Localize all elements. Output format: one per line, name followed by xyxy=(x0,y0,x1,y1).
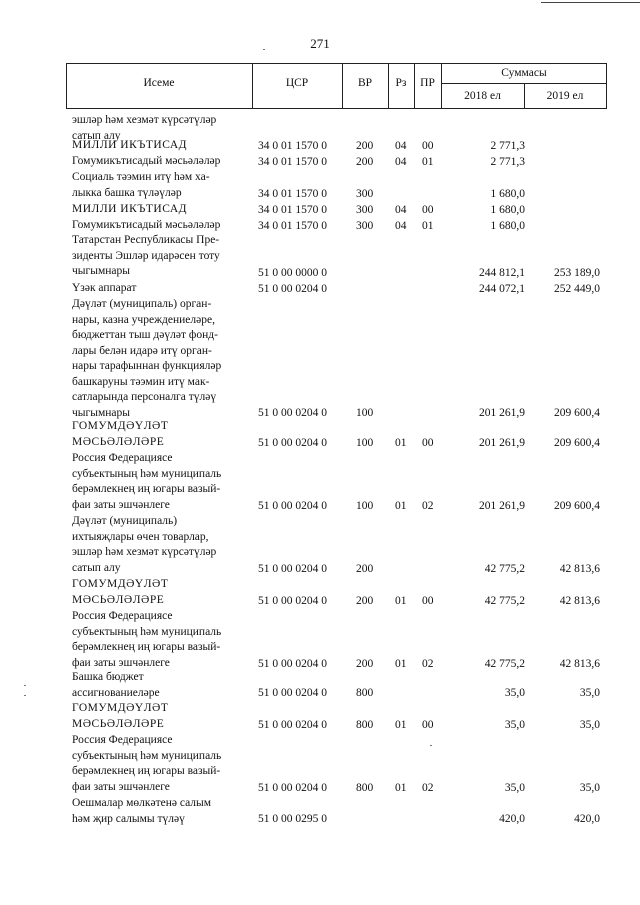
row-rz-code: 01 xyxy=(395,594,407,607)
row-sum-2018: 35,0 xyxy=(504,686,525,699)
row-vr-code: 300 xyxy=(356,219,374,232)
row-name: Үзәк аппарат xyxy=(72,282,137,294)
table-row xyxy=(66,514,607,577)
row-csr-code: 34 0 01 1570 0 xyxy=(258,155,327,168)
row-csr-code: 51 0 00 0204 0 xyxy=(258,406,327,419)
table-row xyxy=(66,170,607,202)
row-sum-2019: 253 189,0 xyxy=(554,266,600,279)
row-name: ГОМУМДӘҮЛӘТ МӘСЬӘЛӘЛӘРЕ xyxy=(72,578,169,606)
row-name: Россия Федерациясе субъектының һәм муниципаль берәмлекнең иң югары вазый- фаи заты эшчәнлеге xyxy=(72,452,222,511)
table-row xyxy=(66,419,607,451)
table-row xyxy=(66,297,607,421)
row-sum-2018: 1 680,0 xyxy=(490,203,525,216)
row-pr-code: 00 xyxy=(422,718,434,731)
row-name: Гомумикътисадый мәсьәләләр xyxy=(72,155,221,167)
row-csr-code: 51 0 00 0204 0 xyxy=(258,594,327,607)
row-vr-code: 200 xyxy=(356,139,374,152)
row-sum-2018: 420,0 xyxy=(499,812,525,825)
row-vr-code: 300 xyxy=(356,187,374,200)
row-pr-code: 00 xyxy=(422,594,434,607)
row-pr-code: 00 xyxy=(422,436,434,449)
row-vr-code: 100 xyxy=(356,499,374,512)
row-pr-code: 01 xyxy=(422,219,434,232)
table-row xyxy=(66,733,607,796)
row-name: Россия Федерациясе субъектының һәм муниципаль берәмлекнең иң югары вазый- фаи заты эшчәнлеге xyxy=(72,734,222,793)
row-sum-2018: 42 775,2 xyxy=(484,657,525,670)
row-csr-code: 51 0 00 0204 0 xyxy=(258,686,327,699)
row-name: МИЛЛИ ИКЪТИСАД xyxy=(72,203,187,215)
row-sum-2018: 35,0 xyxy=(504,781,525,794)
row-pr-code: 02 xyxy=(422,499,434,512)
row-sum-2019: 209 600,4 xyxy=(554,406,600,419)
row-vr-code: 800 xyxy=(356,781,374,794)
row-sum-2019: 42 813,6 xyxy=(559,657,600,670)
row-name: Башка бюджет ассигнованиеләре xyxy=(72,671,160,699)
header-sums: Суммасы xyxy=(501,67,547,79)
row-sum-2018: 42 775,2 xyxy=(484,562,525,575)
row-sum-2019: 42 813,6 xyxy=(559,562,600,575)
row-pr-code: 00 xyxy=(422,139,434,152)
row-rz-code: 01 xyxy=(395,657,407,670)
row-rz-code: 04 xyxy=(395,219,407,232)
row-sum-2019: 35,0 xyxy=(579,781,600,794)
row-name: ГОМУМДӘҮЛӘТ МӘСЬӘЛӘЛӘРЕ xyxy=(72,702,169,730)
row-csr-code: 51 0 00 0204 0 xyxy=(258,282,327,295)
table-row xyxy=(66,609,607,672)
table-row xyxy=(66,670,607,701)
row-csr-code: 51 0 00 0204 0 xyxy=(258,436,327,449)
row-sum-2018: 244 812,1 xyxy=(479,266,525,279)
row-vr-code: 200 xyxy=(356,562,374,575)
header-name: Исеме xyxy=(143,77,175,89)
scan-speck xyxy=(24,695,26,696)
row-sum-2018: 1 680,0 xyxy=(490,219,525,232)
table-row xyxy=(66,154,607,170)
row-sum-2018: 1 680,0 xyxy=(490,187,525,200)
scan-speck xyxy=(24,685,26,686)
row-name: Оешмалар мөлкәтенә салым һәм җир салымы түләү xyxy=(72,797,212,825)
row-name: эшләр һәм хезмәт күрсәтүләр сатып алу xyxy=(72,114,217,142)
row-pr-code: 01 xyxy=(422,155,434,168)
row-rz-code: 04 xyxy=(395,203,407,216)
row-sum-2018: 244 072,1 xyxy=(479,282,525,295)
table-row xyxy=(66,138,607,154)
row-csr-code: 51 0 00 0204 0 xyxy=(258,562,327,575)
header-2018: 2018 ел xyxy=(464,90,501,102)
table-row xyxy=(66,218,607,234)
row-pr-code: 02 xyxy=(422,657,434,670)
row-sum-2018: 201 261,9 xyxy=(479,436,525,449)
row-vr-code: 300 xyxy=(356,203,374,216)
header-pr: ПР xyxy=(420,77,435,89)
row-sum-2019: 42 813,6 xyxy=(559,594,600,607)
row-rz-code: 04 xyxy=(395,155,407,168)
row-sum-2019: 209 600,4 xyxy=(554,499,600,512)
row-csr-code: 51 0 00 0204 0 xyxy=(258,781,327,794)
row-sum-2018: 42 775,2 xyxy=(484,594,525,607)
row-sum-2019: 209 600,4 xyxy=(554,436,600,449)
row-sum-2018: 201 261,9 xyxy=(479,499,525,512)
row-name: Россия Федерациясе субъектының һәм муниципаль берәмлекнең иң югары вазый- фаи заты эшчәнлеге xyxy=(72,610,222,669)
row-sum-2019: 35,0 xyxy=(579,686,600,699)
header-2019: 2019 ел xyxy=(546,90,584,102)
header-rz: Рз xyxy=(395,77,407,89)
table-header xyxy=(66,63,607,109)
row-name: Гомумикътисадый мәсьәләләр xyxy=(72,219,221,231)
row-pr-code: 02 xyxy=(422,781,434,794)
row-sum-2018: 2 771,3 xyxy=(490,139,525,152)
row-name: ГОМУМДӘҮЛӘТ МӘСЬӘЛӘЛӘРЕ xyxy=(72,420,169,448)
row-rz-code: 04 xyxy=(395,139,407,152)
header-vr: ВР xyxy=(357,77,373,89)
row-csr-code: 51 0 00 0295 0 xyxy=(258,812,327,825)
row-name: Социаль тәэмин итү һәм ха- лыкка башка түләүләр xyxy=(72,171,210,199)
row-csr-code: 51 0 00 0204 0 xyxy=(258,657,327,670)
header-csr: ЦСР xyxy=(285,77,309,89)
row-sum-2019: 35,0 xyxy=(579,718,600,731)
row-vr-code: 100 xyxy=(356,406,374,419)
row-csr-code: 34 0 01 1570 0 xyxy=(258,187,327,200)
row-sum-2018: 201 261,9 xyxy=(479,406,525,419)
row-pr-code: 00 xyxy=(422,203,434,216)
row-rz-code: 01 xyxy=(395,718,407,731)
row-rz-code: 01 xyxy=(395,436,407,449)
top-edge-line xyxy=(541,2,640,3)
scan-speck xyxy=(263,49,265,50)
page-number: 271 xyxy=(310,36,330,51)
table-row xyxy=(66,281,607,297)
row-vr-code: 800 xyxy=(356,718,374,731)
row-vr-code: 200 xyxy=(356,657,374,670)
row-sum-2019: 420,0 xyxy=(574,812,600,825)
row-vr-code: 800 xyxy=(356,686,374,699)
row-sum-2018: 35,0 xyxy=(504,718,525,731)
table-row xyxy=(66,451,607,514)
row-name: Татарстан Республикасы Пре- зиденты Эшләр идарәсен тоту чыгымнары xyxy=(72,234,220,277)
row-csr-code: 34 0 01 1570 0 xyxy=(258,219,327,232)
table-row xyxy=(66,233,607,281)
row-csr-code: 51 0 00 0204 0 xyxy=(258,718,327,731)
row-rz-code: 01 xyxy=(395,499,407,512)
row-csr-code: 51 0 00 0204 0 xyxy=(258,499,327,512)
row-csr-code: 34 0 01 1570 0 xyxy=(258,139,327,152)
row-name: Дәүләт (муниципаль) орган- нары, казна учреждениеләре, бюджеттан тыш дәүләт фонд- лары белән идарә итү орган- нары тарафыннан функцияләр башкаруны тәэмин итү мак- сатларында персоналга түләү чыгымнары xyxy=(72,298,222,419)
row-csr-code: 51 0 00 0000 0 xyxy=(258,266,327,279)
table-row xyxy=(66,577,607,609)
row-name: МИЛЛИ ИКЪТИСАД xyxy=(72,139,187,151)
row-vr-code: 200 xyxy=(356,155,374,168)
row-csr-code: 34 0 01 1570 0 xyxy=(258,203,327,216)
row-sum-2018: 2 771,3 xyxy=(490,155,525,168)
row-vr-code: 100 xyxy=(356,436,374,449)
row-vr-code: 200 xyxy=(356,594,374,607)
table-row xyxy=(66,796,607,827)
table-row xyxy=(66,701,607,733)
scan-speck xyxy=(430,745,432,746)
table-row xyxy=(66,202,607,218)
row-name: Дәүләт (муниципаль) ихтыяҗлары өчен товарлар, эшләр һәм хезмәт күрсәтүләр сатып алу xyxy=(72,515,217,574)
row-rz-code: 01 xyxy=(395,781,407,794)
row-sum-2019: 252 449,0 xyxy=(554,282,600,295)
